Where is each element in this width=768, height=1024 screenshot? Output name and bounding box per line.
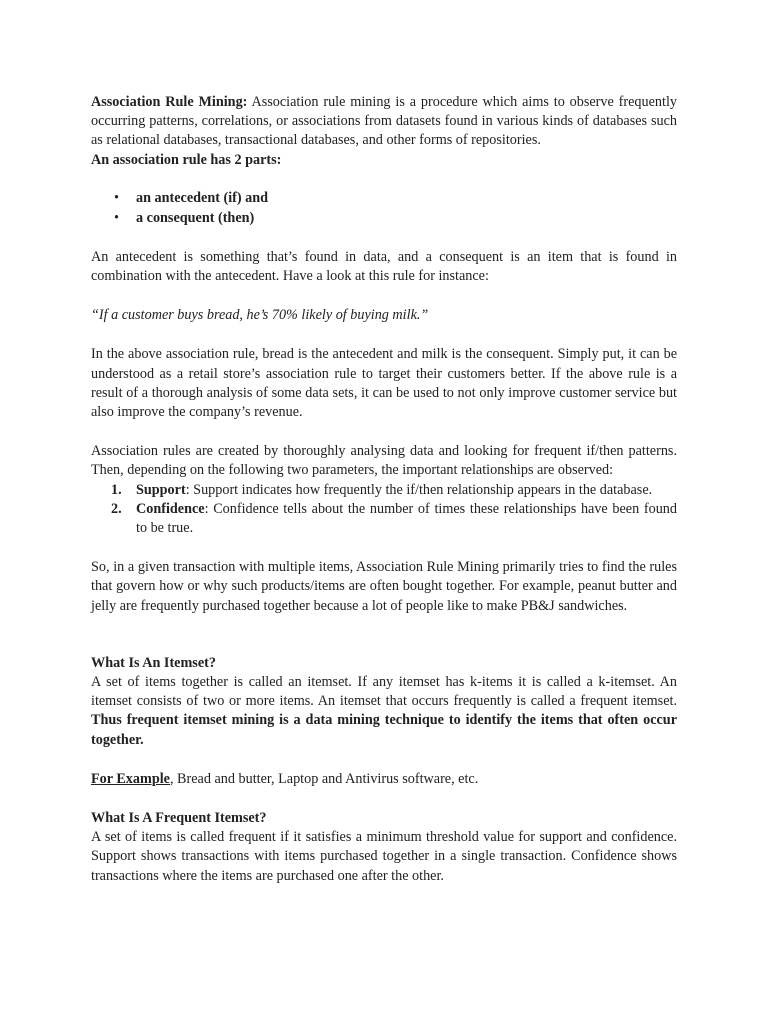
rule-paragraph: In the above association rule, bread is the antecedent and milk is the consequent. Simply put, it can be understood as a retail store’s association rule to target their customers better. If the above rule is a result of a thorough analysis of some data sets, it can be used to not only improve customer service but also improve the company’s revenue.	[91, 346, 677, 421]
list-item	[91, 481, 677, 500]
itemset-paragraph	[91, 673, 677, 750]
parameters-list	[91, 481, 677, 539]
frequent-paragraph: A set of items is called frequent if it satisfies a minimum threshold value for support and confidence. Support shows transactions with items purchased together in a single transaction. Confidence shows transactions where the items are purchased one after the other.	[91, 829, 677, 884]
param-text: : Confidence tells about the number of times these relationships have been found to be true.	[136, 500, 677, 537]
transaction-paragraph: So, in a given transaction with multiple items, Association Rule Mining primarily tries to find the rules that govern how or why such products/items are often bought together. For example, peanut butter and jelly are frequently purchased together because a lot of people like to make PB&J sandwiches.	[91, 559, 677, 614]
param-term: Support	[136, 481, 186, 498]
example-label: For Example	[91, 770, 170, 787]
intro-text: Association rule mining is a procedure which aims to observe frequently occurring patterns, correlations, or associations from datasets found in various kinds of databases such as relational databases, transactional databases, and other forms of repositories.	[91, 94, 677, 149]
intro-paragraph	[91, 93, 677, 151]
param-term: Confidence	[136, 500, 205, 517]
example-line	[91, 770, 677, 789]
bullet-text: a consequent (then)	[136, 209, 255, 226]
example-text: , Bread and butter, Laptop and Antivirus software, etc.	[169, 770, 479, 787]
list-number: 2.	[111, 500, 122, 517]
frequent-heading: What Is A Frequent Itemset?	[91, 810, 267, 827]
itemset-heading: What Is An Itemset?	[91, 654, 216, 671]
antecedent-paragraph: An antecedent is something that’s found in data, and a consequent is an item that is found in combination with the antecedent. Have a look at this rule for instance:	[91, 248, 677, 285]
document-page	[91, 93, 677, 886]
itemset-bold-text: Thus frequent itemset mining is a data mining technique to identify the items that often occur together.	[91, 712, 677, 748]
created-paragraph: Association rules are created by thoroughly analysing data and looking for frequent if/then patterns. Then, depending on the following two parameters, the important relationships are observed:	[91, 443, 677, 479]
bullet-icon: •	[114, 189, 119, 206]
parts-heading: An association rule has 2 parts:	[91, 151, 282, 168]
list-item	[91, 208, 677, 228]
example-quote: “If a customer buys bread, he’s 70% likely of buying milk.”	[91, 307, 429, 324]
bullet-icon: •	[114, 209, 119, 226]
parts-list	[91, 188, 677, 228]
param-text: : Support indicates how frequently the if/then relationship appears in the database.	[185, 481, 653, 498]
bullet-text: an antecedent (if) and	[136, 189, 269, 206]
itemset-text: A set of items together is called an itemset. If any itemset has k-items it is called a k-itemset. An itemset consists of two or more items. An itemset that occurs frequently is called a frequent itemset.	[91, 674, 677, 710]
intro-term: Association Rule Mining:	[91, 94, 248, 110]
list-number: 1.	[111, 481, 122, 498]
list-item	[91, 500, 677, 538]
list-item	[91, 188, 677, 208]
